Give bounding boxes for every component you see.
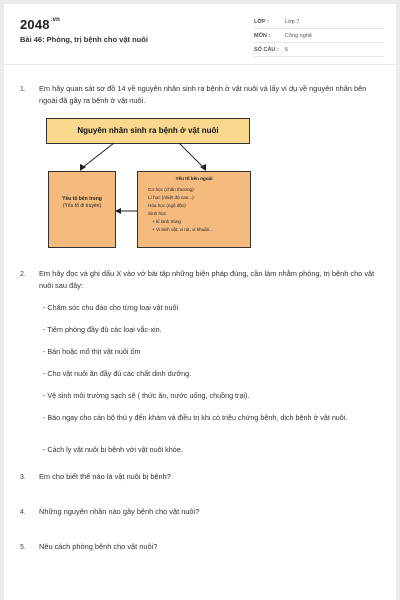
logo-suffix: .vn	[50, 17, 61, 23]
question-1-text: Em hãy quan sát sơ đồ 14 về nguyên nhân sinh ra bệnh ở vật nuôi và lấy ví dụ về nguyên nhân bên ngoài đã gây ra bệnh ở vật nuôi.	[39, 84, 367, 105]
meta-class-value: Lớp 7	[285, 19, 300, 25]
meta-count	[254, 44, 384, 57]
external-factor-title: Yếu tố bên ngoài	[175, 176, 213, 181]
question-1-number: 1.	[20, 86, 26, 93]
arrow-left-line	[82, 143, 114, 168]
logo-text: 2048	[20, 17, 50, 32]
meta-subject-value: Công nghệ	[285, 33, 312, 39]
question-3-text: Em cho biết thế nào là vật nuôi bị bệnh?	[39, 472, 171, 481]
option-item: - Tiêm phòng đầy đủ các loại vắc-xin.	[43, 325, 162, 334]
external-item: Lí học (nhiệt độ cao...)	[148, 195, 194, 200]
cause-diagram	[44, 116, 254, 250]
internal-factor-box	[48, 171, 116, 248]
option-item: - Cách ly vật nuôi bị bệnh với vật nuôi khỏe.	[43, 445, 183, 454]
meta-class	[254, 16, 384, 29]
option-item: - Cho vật nuôi ăn đầy đủ các chất dinh dưỡng.	[43, 369, 192, 378]
external-factor-box	[137, 171, 251, 248]
question-2-text: Em hãy đọc và ghi dấu X vào vở bài tập những biện pháp đúng, cần làm nhằm phòng, trị bệnh cho vật nuôi sau đây:	[39, 269, 375, 290]
diagram-title: Nguyên nhân sinh ra bệnh ở vật nuôi	[46, 118, 250, 144]
worksheet-page	[4, 4, 396, 600]
option-item: - Bán hoặc mổ thịt vật nuôi ốm	[43, 347, 141, 356]
lesson-title: Bài 46: Phòng, trị bệnh cho vật nuôi	[20, 35, 148, 44]
question-4-text: Những nguyên nhân nào gây bệnh cho vật nuôi?	[39, 507, 200, 516]
external-item: + kí sinh trùng	[152, 219, 181, 224]
external-item: Cơ học (chấn thương)	[148, 187, 194, 192]
option-item: - Vệ sinh môi trường sạch sẽ ( thức ăn, nước uống, chuồng trại).	[43, 391, 250, 400]
option-item: - Báo ngay cho cán bộ thú y đến khám và điều trị khi có triệu chứng bệnh, dịch bệnh ở vật nuôi.	[43, 413, 348, 422]
question-3-number: 3.	[20, 474, 26, 481]
meta-subject	[254, 30, 384, 43]
worksheet-header	[4, 4, 396, 65]
meta-count-value: 5	[285, 47, 289, 53]
external-item: Sinh học	[148, 211, 166, 216]
meta-class-label: LỚP :	[254, 19, 269, 25]
site-logo[interactable]	[20, 17, 60, 32]
internal-factor-sub: (Yếu tố di truyền)	[62, 203, 102, 209]
question-2-number: 2.	[20, 271, 26, 278]
question-5-text: Nêu cách phòng bệnh cho vật nuôi?	[39, 542, 158, 551]
internal-factor-title: Yếu tố bên trong	[62, 196, 102, 202]
meta-subject-label: MÔN :	[254, 33, 271, 39]
external-item: Hóa học (ngộ độc)	[148, 203, 186, 208]
option-item: - Chăm sóc chu đáo cho từng loại vật nuôi	[43, 303, 179, 312]
question-4-number: 4.	[20, 509, 26, 516]
arrow-right-line	[179, 143, 204, 168]
meta-count-label: SỐ CÂU :	[254, 47, 279, 53]
external-item: + Vi sinh vật: vi rút, vi khuẩn...	[152, 227, 214, 232]
question-5-number: 5.	[20, 544, 26, 551]
